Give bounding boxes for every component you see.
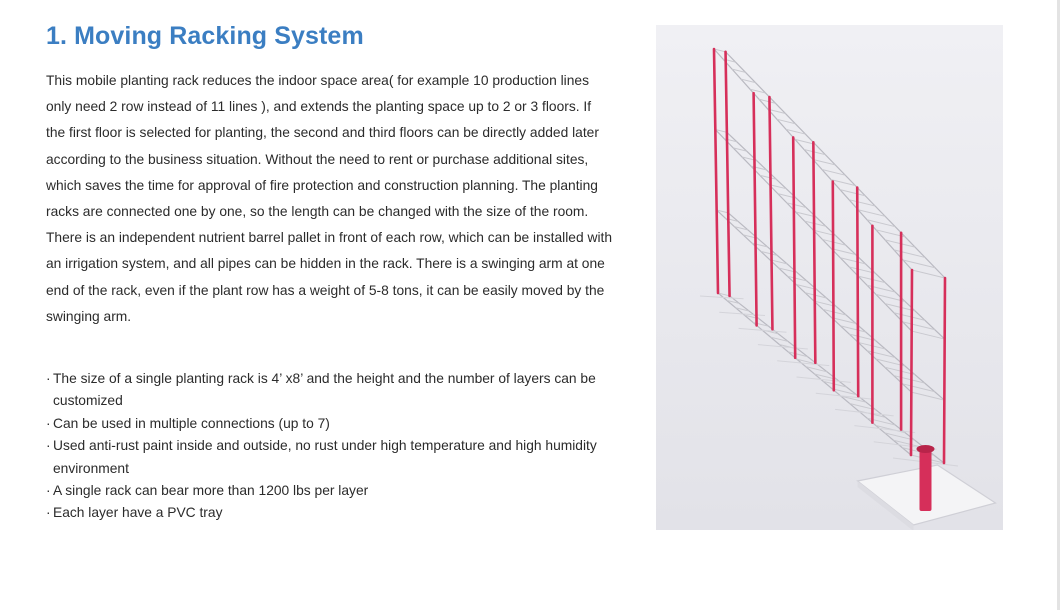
feature-item (46, 480, 626, 502)
feature-item (46, 502, 626, 524)
swing-arm-column (920, 449, 932, 511)
rack-image (656, 25, 1003, 530)
bullet-marker: · (46, 438, 51, 454)
rack-post (833, 182, 834, 391)
photo-background (656, 25, 1003, 530)
feature-text: A single rack can bear more than 1200 lbs per layer (53, 483, 369, 499)
feature-item (46, 413, 626, 435)
feature-list (46, 368, 626, 525)
feature-text: Each layer have a PVC tray (53, 505, 223, 521)
feature-text: The size of a single planting rack is 4’ x8’ and the height and the number of layers can be customized (53, 371, 596, 409)
section-title: 1. Moving Racking System (46, 22, 364, 50)
rack-post (944, 278, 945, 463)
bullet-marker: · (46, 415, 51, 431)
bullet-marker: · (46, 483, 51, 499)
rack-post (857, 188, 858, 397)
swing-arm-cap (917, 445, 935, 453)
rack-post (911, 270, 912, 455)
feature-text: Can be used in multiple connections (up to 7) (53, 415, 330, 431)
rack-illustration (656, 25, 1003, 530)
feature-item (46, 368, 626, 413)
bullet-marker: · (46, 371, 51, 386)
feature-item (46, 435, 626, 480)
feature-text: Used anti-rust paint inside and outside, no rust under high temperature and high humidity environment (53, 438, 597, 476)
description-paragraph: This mobile planting rack reduces the indoor space area( for example 10 production lines only need 2 row instead of 11 lines ), and extends the planting space up to 2 or 3 floors. If the first floor is selected for planting, the second and third floors can be directly added later according to the business situation. Without the need to rent or purchase additional sites, which saves the time for approval of fire protection and construction planning. The planting racks are connected one by one, so the length can be changed with the size of the room. There is an independent nutrient barrel pallet in front of each row, which can be installed with an irrigation system, and all pipes can be hidden in the rack. There is a swinging arm at one end of the rack, even if the plant row has a weight of 5-8 tons, it can be easily moved by the swinging arm. (46, 73, 613, 324)
bullet-marker: · (46, 505, 51, 521)
